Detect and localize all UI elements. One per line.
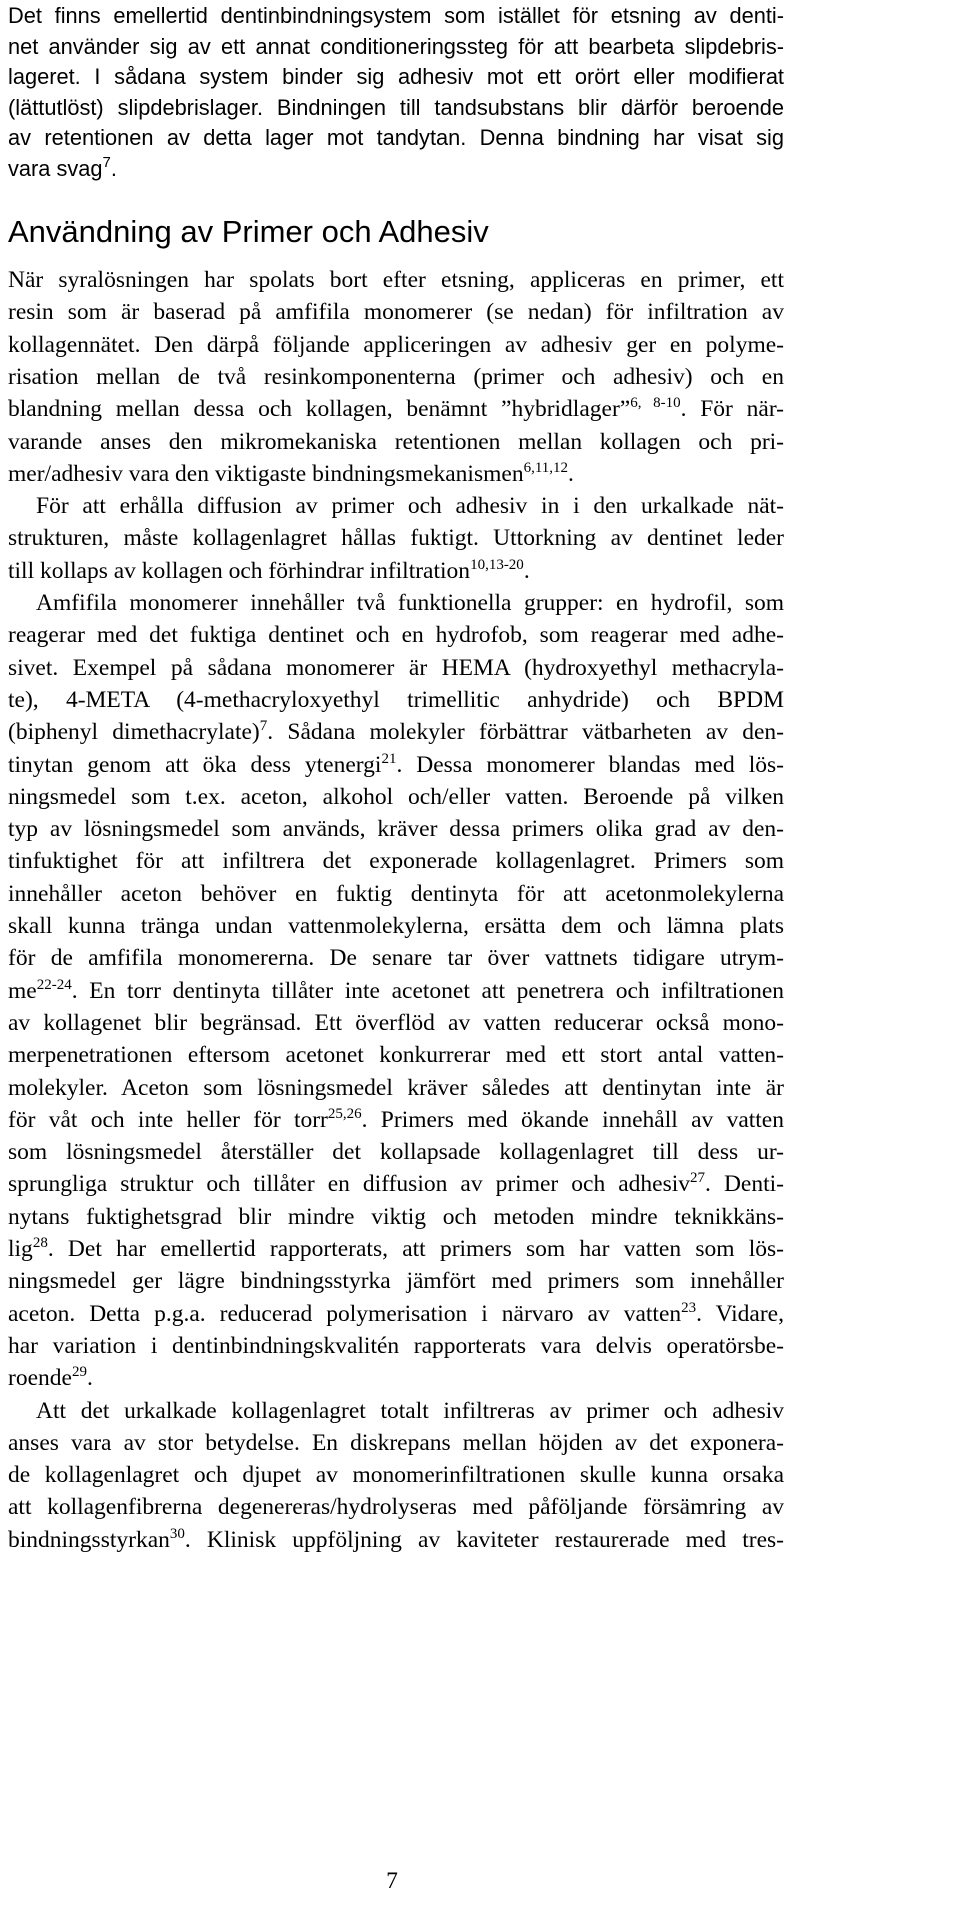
- text-line: [8, 329, 784, 361]
- line-text: reagerar med det fuktiga dentinet och en hydrofob, som reagerar med adhe-: [8, 622, 784, 649]
- text-line: [8, 393, 784, 425]
- citation-superscript: 10,13-20: [470, 556, 524, 573]
- line-text: innehåller aceton behöver en fuktig dentinyta för att acetonmolekylerna: [8, 880, 784, 907]
- line-text: Det finns emellertid dentinbindningsystem som istället för etsning av denti-: [8, 3, 784, 28]
- line-text: sprungliga struktur och tillåter en diffusion av primer och adhesiv: [8, 1171, 691, 1198]
- text-line: [8, 122, 784, 154]
- text-line: [8, 716, 784, 748]
- text-line: [36, 1395, 784, 1427]
- line-text: Amfifila monomerer innehåller två funktionella grupper: en hydrofil, som: [36, 590, 784, 616]
- text-line: [8, 910, 784, 942]
- text-line: [8, 1168, 784, 1200]
- line-text: lageret. I sådana system binder sig adhesiv mot ett orört eller modifierat: [8, 64, 784, 89]
- citation-superscript: 25,26: [327, 1105, 362, 1122]
- text-line: [8, 1330, 784, 1362]
- text-line: [8, 1459, 784, 1491]
- line-text: som lösningsmedel återställer det kollapsade kollagenlagret till dess ur-: [8, 1139, 784, 1166]
- line-text-continued: .: [523, 557, 530, 584]
- text-line: [8, 1362, 93, 1394]
- text-line: [8, 652, 784, 684]
- line-text: till kollaps av kollagen och förhindrar infiltration: [8, 557, 471, 584]
- line-text: mer/adhesiv vara den viktigaste bindningsmekanismen: [8, 460, 524, 487]
- text-line: [8, 1524, 784, 1556]
- section-heading: Användning av Primer och Adhesiv: [8, 214, 489, 249]
- text-line: [8, 296, 784, 328]
- text-line: [8, 31, 784, 63]
- citation-superscript: 22-24: [36, 976, 72, 993]
- line-text: varande anses den mikromekaniska retentionen mellan kollagen och pri-: [8, 428, 784, 455]
- text-line: [8, 1427, 784, 1459]
- line-text: me: [8, 977, 37, 1004]
- line-text: blandning mellan dessa och kollagen, benämnt ”hybridlager”: [8, 396, 631, 423]
- text-line: [36, 587, 784, 619]
- line-text: för våt och inte heller för torr: [8, 1106, 328, 1133]
- text-line: [8, 153, 117, 185]
- citation-superscript: 29: [71, 1364, 87, 1381]
- text-line: [8, 426, 784, 458]
- citation-superscript: 6, 8-10: [630, 395, 681, 412]
- line-text: Att det urkalkade kollagenlagret totalt infiltreras av primer och adhesiv: [36, 1397, 784, 1424]
- line-text: merpenetrationen eftersom acetonet konkurrerar med ett stort antal vatten-: [8, 1042, 784, 1069]
- line-text: ningsmedel ger lägre bindningsstyrka jämfört med primers som innehåller: [8, 1268, 784, 1295]
- line-text: skall kunna tränga undan vattenmolekylerna, ersätta dem och lämna plats: [8, 913, 784, 939]
- page-number: 7: [386, 1868, 398, 1894]
- line-text-continued: . Klinisk uppföljning av kaviteter restaurerade med tres-: [184, 1526, 784, 1553]
- line-text-continued: .: [110, 155, 117, 181]
- line-text: att kollagenfibrerna degenereras/hydrolyseras med påföljande försämring av: [8, 1494, 784, 1521]
- line-text: sivet. Exempel på sådana monomerer är HEMA (hydroxyethyl methacryla-: [8, 654, 784, 681]
- line-text-continued: . För när-: [680, 396, 785, 423]
- line-text: aceton. Detta p.g.a. reducerad polymerisation i närvaro av vatten: [8, 1300, 682, 1327]
- line-text: För att erhålla diffusion av primer och adhesiv in i den urkalkade nät-: [36, 493, 784, 520]
- citation-superscript: 27: [690, 1170, 706, 1187]
- text-line: [8, 878, 784, 910]
- line-text-continued: . Sådana molekyler förbättrar vätbarheten av den-: [267, 719, 784, 746]
- line-text: kollagennätet. Den därpå följande appliceringen av adhesiv ger en polyme-: [8, 331, 784, 358]
- line-text-continued: . En torr dentinyta tillåter inte acetonet att penetrera och infiltrationen: [71, 977, 784, 1004]
- text-line: [8, 555, 530, 587]
- line-text: av kollagenet blir begränsad. Ett överflöd av vatten reducerar också mono-: [8, 1009, 784, 1036]
- line-text-continued: . Vidare,: [696, 1300, 784, 1327]
- text-line: [8, 92, 784, 124]
- text-line: [8, 1233, 784, 1265]
- text-line: [8, 1298, 784, 1330]
- text-line: [8, 1201, 784, 1233]
- line-text-continued: . Dessa monomerer blandas med lös-: [396, 751, 784, 778]
- text-line: [8, 684, 784, 716]
- line-text: anses vara av stor betydelse. En diskrepans mellan höjden av det exponera-: [8, 1429, 784, 1456]
- line-text: te), 4-META (4-methacryloxyethyl trimellitic anhydride) och BPDM: [8, 686, 784, 713]
- text-line: [8, 749, 784, 781]
- text-line: [8, 458, 574, 490]
- text-line: [8, 975, 784, 1007]
- text-line: [8, 361, 784, 393]
- text-line: [8, 61, 784, 93]
- line-text: bindningsstyrkan: [8, 1526, 170, 1553]
- text-line: [8, 1491, 784, 1523]
- citation-superscript: 6,11,12: [523, 459, 569, 476]
- text-line: [8, 1072, 784, 1104]
- line-text: de kollagenlagret och djupet av monomerinfiltrationen skulle kunna orsaka: [8, 1462, 784, 1489]
- line-text: När syralösningen har spolats bort efter etsning, appliceras en primer, ett: [8, 267, 784, 293]
- text-line: [8, 0, 784, 32]
- citation-superscript: 7: [259, 718, 268, 735]
- line-text-continued: . Primers med ökande innehåll av vatten: [361, 1106, 784, 1133]
- line-text-continued: .: [568, 460, 574, 487]
- text-line: [8, 1039, 784, 1071]
- line-text-continued: .: [86, 1365, 93, 1392]
- text-line: [8, 813, 784, 845]
- citation-superscript: 21: [381, 750, 397, 767]
- line-text: net använder sig av ett annat conditioneringssteg för att bearbeta slipdebris-: [8, 33, 784, 59]
- line-text: (lättutlöst) slipdebrislager. Bindningen till tandsubstans blir därför beroende: [8, 94, 784, 120]
- text-line: [8, 942, 784, 974]
- text-line: [8, 619, 784, 651]
- line-text: molekyler. Aceton som lösningsmedel kräver således att dentinytan inte är: [8, 1074, 784, 1101]
- text-line: [8, 781, 784, 813]
- text-line: [8, 1104, 784, 1136]
- text-line: [8, 1265, 784, 1297]
- line-text: resin som är baserad på amfifila monomerer (se nedan) för infiltration av: [8, 299, 784, 326]
- text-line: [8, 845, 784, 877]
- line-text: strukturen, måste kollagenlagret hållas fuktigt. Uttorkning av dentinet leder: [8, 525, 784, 552]
- line-text-continued: . Det har emellertid rapporterats, att primers som har vatten som lös-: [47, 1236, 784, 1262]
- line-text: av retentionen av detta lager mot tandytan. Denna bindning har visat sig: [8, 125, 784, 150]
- line-text: ningsmedel som t.ex. aceton, alkohol och/eller vatten. Beroende på vilken: [8, 783, 784, 810]
- text-line: [36, 490, 784, 522]
- citation-superscript: 23: [681, 1299, 697, 1316]
- text-line: [8, 1136, 784, 1168]
- line-text: tinytan genom att öka dess ytenergi: [8, 751, 382, 778]
- line-text: tinfuktighet för att infiltrera det exponerade kollagenlagret. Primers som: [8, 848, 784, 875]
- citation-superscript: 30: [169, 1525, 185, 1542]
- line-text: (biphenyl dimethacrylate): [8, 719, 260, 746]
- text-line: [8, 1007, 784, 1039]
- line-text: vara svag: [8, 155, 103, 181]
- text-line: [8, 264, 784, 296]
- text-line: [8, 522, 784, 554]
- line-text: lig: [8, 1236, 33, 1262]
- citation-superscript: 7: [102, 153, 111, 171]
- line-text: har variation i dentinbindningskvalitén rapporterats vara delvis operatörsbe-: [8, 1332, 784, 1359]
- line-text: för de amfifila monomererna. De senare tar över vattnets tidigare utrym-: [8, 945, 784, 972]
- line-text-continued: . Denti-: [705, 1171, 784, 1198]
- line-text: roende: [8, 1365, 72, 1392]
- line-text: nytans fuktighetsgrad blir mindre viktig och metoden mindre teknikkäns-: [8, 1203, 784, 1230]
- line-text: risation mellan de två resinkomponenterna (primer och adhesiv) och en: [8, 363, 784, 390]
- line-text: typ av lösningsmedel som används, kräver dessa primers olika grad av den-: [8, 816, 784, 843]
- citation-superscript: 28: [32, 1235, 48, 1251]
